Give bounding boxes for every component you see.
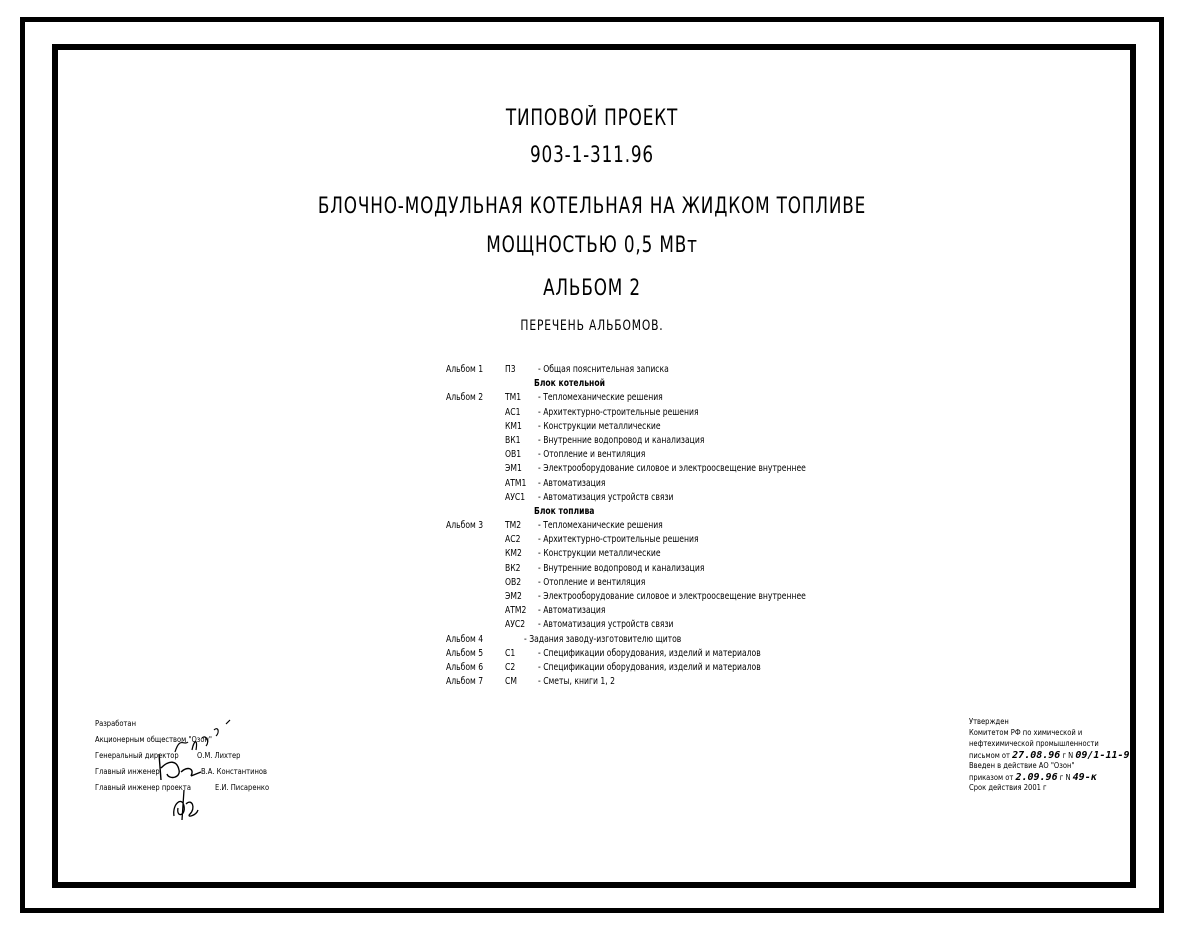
order-mid: г N	[1059, 773, 1071, 782]
section-title-cell: - Электрооборудование силовое и электроосвещение внутреннее	[538, 463, 806, 475]
section-code-cell: ОВ1	[505, 449, 522, 461]
chief-engineer-name: В.А. Константинов	[201, 767, 268, 776]
album-number-cell: Альбом 6	[446, 661, 484, 673]
section-title-cell: - Автоматизация устройств связи	[538, 619, 674, 631]
section-title-cell: - Автоматизация	[538, 605, 606, 617]
section-title-cell: - Архитектурно-строительные решения	[538, 534, 699, 546]
approved-by-cont: нефтехимической промышленности	[969, 739, 1099, 748]
section-title-cell: - Тепломеханические решения	[538, 392, 663, 404]
section-title-cell: - Автоматизация устройств связи	[538, 491, 674, 503]
project-capacity: МОЩНОСТЬЮ 0,5 МВт	[486, 233, 698, 258]
section-title-cell: - Электрооборудование силовое и электроосвещение внутреннее	[538, 591, 806, 602]
album-number-cell: Альбом 4	[446, 633, 484, 645]
section-code-cell: ОВ2	[505, 576, 522, 588]
section-title-cell: - Тепломеханические решения	[538, 520, 663, 532]
section-title-cell: - Архитектурно-строительные решения	[538, 406, 699, 418]
letter-mid: г N	[1062, 751, 1074, 760]
order-prefix: приказом от	[969, 773, 1014, 782]
letter-date: 27.08.96	[1012, 750, 1061, 761]
project-name: БЛОЧНО-МОДУЛЬНАЯ КОТЕЛЬНАЯ НА ЖИДКОМ ТОПЛИВЕ	[317, 194, 867, 219]
section-code-cell: ЭМ2	[505, 591, 522, 602]
section-code-cell: АУС1	[505, 491, 526, 503]
section-title-cell: - Спецификации оборудования, изделий и материалов	[538, 661, 761, 673]
letter-number: 09/1-11-97	[1075, 750, 1136, 761]
album-number-cell: Альбом 3	[446, 520, 484, 532]
section-code-cell: ВК2	[505, 562, 521, 574]
album-number-cell: Альбом 7	[446, 676, 484, 688]
section-code-cell: АТМ1	[505, 477, 527, 489]
section-title-cell: - Внутренние водопровод и канализация	[538, 434, 705, 446]
section-title-cell: - Автоматизация	[538, 477, 606, 489]
general-director-name: О.М. Лихтер	[197, 751, 241, 760]
section-code-cell: СМ	[505, 676, 517, 688]
approved-by: Комитетом РФ по химической и	[969, 728, 1083, 737]
section-code-cell: АС2	[505, 534, 521, 546]
project-chief-engineer-label: Главный инженер проекта	[95, 783, 191, 792]
approval-block	[969, 717, 1136, 794]
project-number: 903-1-311.96	[529, 143, 654, 168]
section-code-cell: ТМ1	[505, 392, 522, 404]
section-title-cell: - Общая пояснительная записка	[538, 364, 669, 375]
section-code-cell: КМ1	[505, 420, 522, 432]
signature-project-engineer	[168, 786, 202, 822]
chief-engineer-label: Главный инженер	[95, 767, 160, 776]
album-list-heading: ПЕРЕЧЕНЬ АЛЬБОМОВ.	[520, 318, 664, 334]
order-number: 49-к	[1072, 772, 1097, 783]
block-subheading: Блок котельной	[534, 378, 605, 390]
project-chief-engineer-name: Е.И. Писаренко	[215, 783, 270, 792]
section-title-cell: - Отопление и вентиляция	[538, 576, 646, 588]
signature-chief-engineer	[155, 750, 205, 784]
section-code-cell: АС1	[505, 406, 521, 418]
enacted-label: Введен в действие АО "Озон"	[969, 761, 1075, 770]
section-title-cell: - Отопление и вентиляция	[538, 449, 646, 461]
block-subheading: Блок топлива	[534, 505, 595, 517]
section-title-cell: - Конструкции металлические	[538, 548, 661, 560]
project-type-title: ТИПОВОЙ ПРОЕКТ	[505, 106, 679, 131]
section-code-cell: С2	[505, 661, 516, 673]
developer-org: Акционерным обществом "Озон"	[95, 735, 213, 744]
order-date: 2.09.96	[1015, 772, 1058, 783]
approved-label: Утвержден	[969, 717, 1009, 726]
section-title-cell: - Спецификации оборудования, изделий и материалов	[538, 647, 761, 659]
section-title-cell: - Сметы, книги 1, 2	[538, 676, 615, 688]
general-director-label: Генеральный директор	[95, 751, 179, 760]
validity-term: Срок действия 2001 г	[969, 783, 1047, 792]
album-number: АЛЬБОМ 2	[543, 276, 641, 301]
album-number-cell: Альбом 1	[446, 364, 484, 375]
section-code-cell: АТМ2	[505, 605, 527, 617]
letter-prefix: письмом от	[969, 751, 1010, 760]
section-code-cell: ЭМ1	[505, 463, 522, 475]
section-title-cell: - Конструкции металлические	[538, 420, 661, 432]
section-code-cell: АУС2	[505, 619, 526, 631]
section-code-cell: С1	[505, 647, 516, 659]
developed-label: Разработан	[95, 719, 136, 728]
section-code-cell: ТМ2	[505, 520, 522, 532]
section-code-cell: КМ2	[505, 548, 522, 560]
section-title-cell: - Задания заводу-изготовителю щитов	[524, 633, 682, 645]
section-code-cell: П3	[505, 364, 516, 375]
album-number-cell: Альбом 5	[446, 647, 484, 659]
album-number-cell: Альбом 2	[446, 392, 484, 404]
section-code-cell: ВК1	[505, 434, 521, 446]
section-title-cell: - Внутренние водопровод и канализация	[538, 562, 705, 574]
